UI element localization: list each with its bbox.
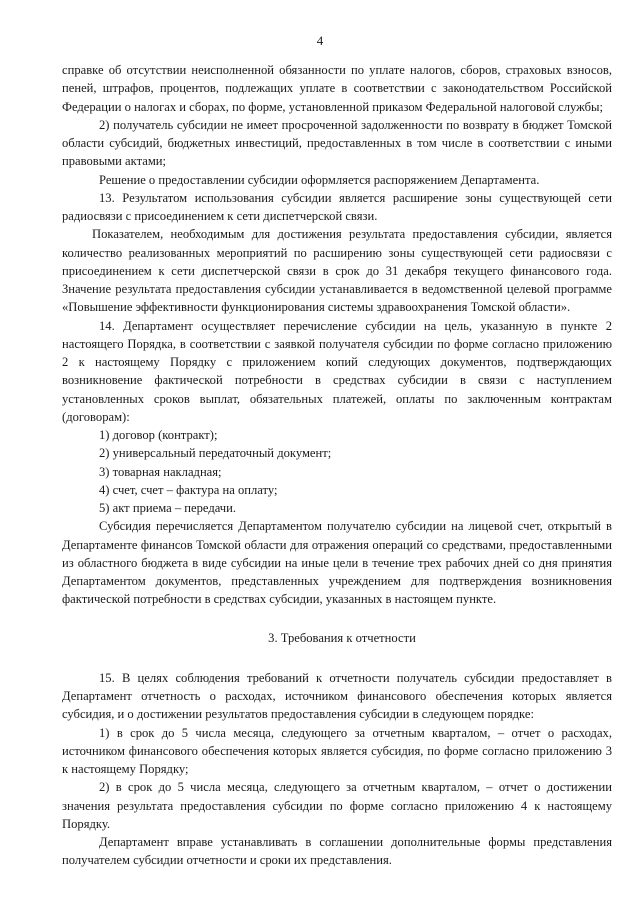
- paragraph-item-15: 15. В целях соблюдения требований к отчетности получатель субсидии предоставляет в Департамент отчетность о расходах, источником финансового обеспечения которых является субсидия, и о достижении результатов предоставления субсидии в следующем порядке:: [62, 670, 612, 722]
- paragraph-indicator: Показателем, необходимым для достижения результата предоставления субсидии, является количество реализованных мероприятий по расширению зоны существующей сети радиосвязи с присоединением к сети диспетчерской связи в срок до 31 декабря текущего финансового года. Значение результата предоставления субсидии устанавливается в ведомственной целевой программе «Повышение эффективности функционирования системы здравоохранения Томской области».: [62, 227, 612, 315]
- paragraph-transfer: Субсидия перечисляется Департаментом получателю субсидии на лицевой счет, открытый в Департаменте финансов Томской области для отражения операций со средствами, предоставленными из областного бюджета в виде субсидии на иные цели в течение трех рабочих дней со дня принятия Департаментом документов, представленных учреждением для подтверждения возникновения фактической потребности в средствах субсидии, указанных в настоящем пункте.: [62, 519, 612, 607]
- section-heading: 3. Требования к отчетности: [268, 630, 416, 645]
- document-body: [62, 61, 612, 870]
- list-item: 5) акт приема – передачи.: [99, 501, 237, 515]
- paragraph-tax-certificate: справке об отсутствии неисполненной обязанности по уплате налогов, сборов, страховых взносов, пеней, штрафов, процентов, подлежащих уплате в соответствии с законодательством Российской Федерации о налогах и сборах, по форме, установленной приказом Федеральной налоговой службы;: [62, 63, 612, 114]
- paragraph-expense-report: 1) в срок до 5 числа месяца, следующего за отчетным кварталом, – отчет о расходах, источником финансового обеспечения которых является субсидия, по форме согласно приложению 3 к настоящему Порядку;: [62, 725, 612, 776]
- list-item: 1) договор (контракт);: [99, 428, 218, 442]
- paragraph-item-14: 14. Департамент осуществляет перечисление субсидии на цель, указанную в пункте 2 настоящего Порядка, в соответствии с заявкой получателя субсидии по форме согласно приложению 2 к настоящему Порядку с приложением копий следующих документов, подтверждающих возникновение фактической потребности в средствах субсидии в связи с наступлением установленных сроков выплат, обязательных платежей, оплаты по заключенным контрактам (договорам):: [62, 318, 612, 424]
- paragraph-item-13: 13. Результатом использования субсидии является расширение зоны существующей сети радиосвязи с присоединением к сети диспетчерской связи.: [62, 190, 612, 223]
- paragraph-additional-forms: Департамент вправе устанавливать в соглашении дополнительные формы представления получателем субсидии отчетности и сроки их представления.: [62, 835, 612, 868]
- page-number: 4: [316, 33, 324, 48]
- paragraph-result-report: 2) в срок до 5 числа месяца, следующего за отчетным кварталом, – отчет о достижении значения результата предоставления субсидии по форме согласно приложению 4 к настоящему Порядку.: [62, 780, 612, 831]
- paragraph-no-overdue-debt: 2) получатель субсидии не имеет просроченной задолженности по возврату в бюджет Томской области субсидий, бюджетных инвестиций, предоставленных в том числе в соответствии с иными правовыми актами;: [62, 117, 612, 169]
- list-item: 3) товарная накладная;: [99, 464, 222, 479]
- paragraph-decision: Решение о предоставлении субсидии оформляется распоряжением Департамента.: [99, 172, 540, 187]
- list-item: 2) универсальный передаточный документ;: [99, 446, 332, 461]
- list-item: 4) счет, счет – фактура на оплату;: [99, 482, 278, 497]
- document-list: [62, 426, 612, 517]
